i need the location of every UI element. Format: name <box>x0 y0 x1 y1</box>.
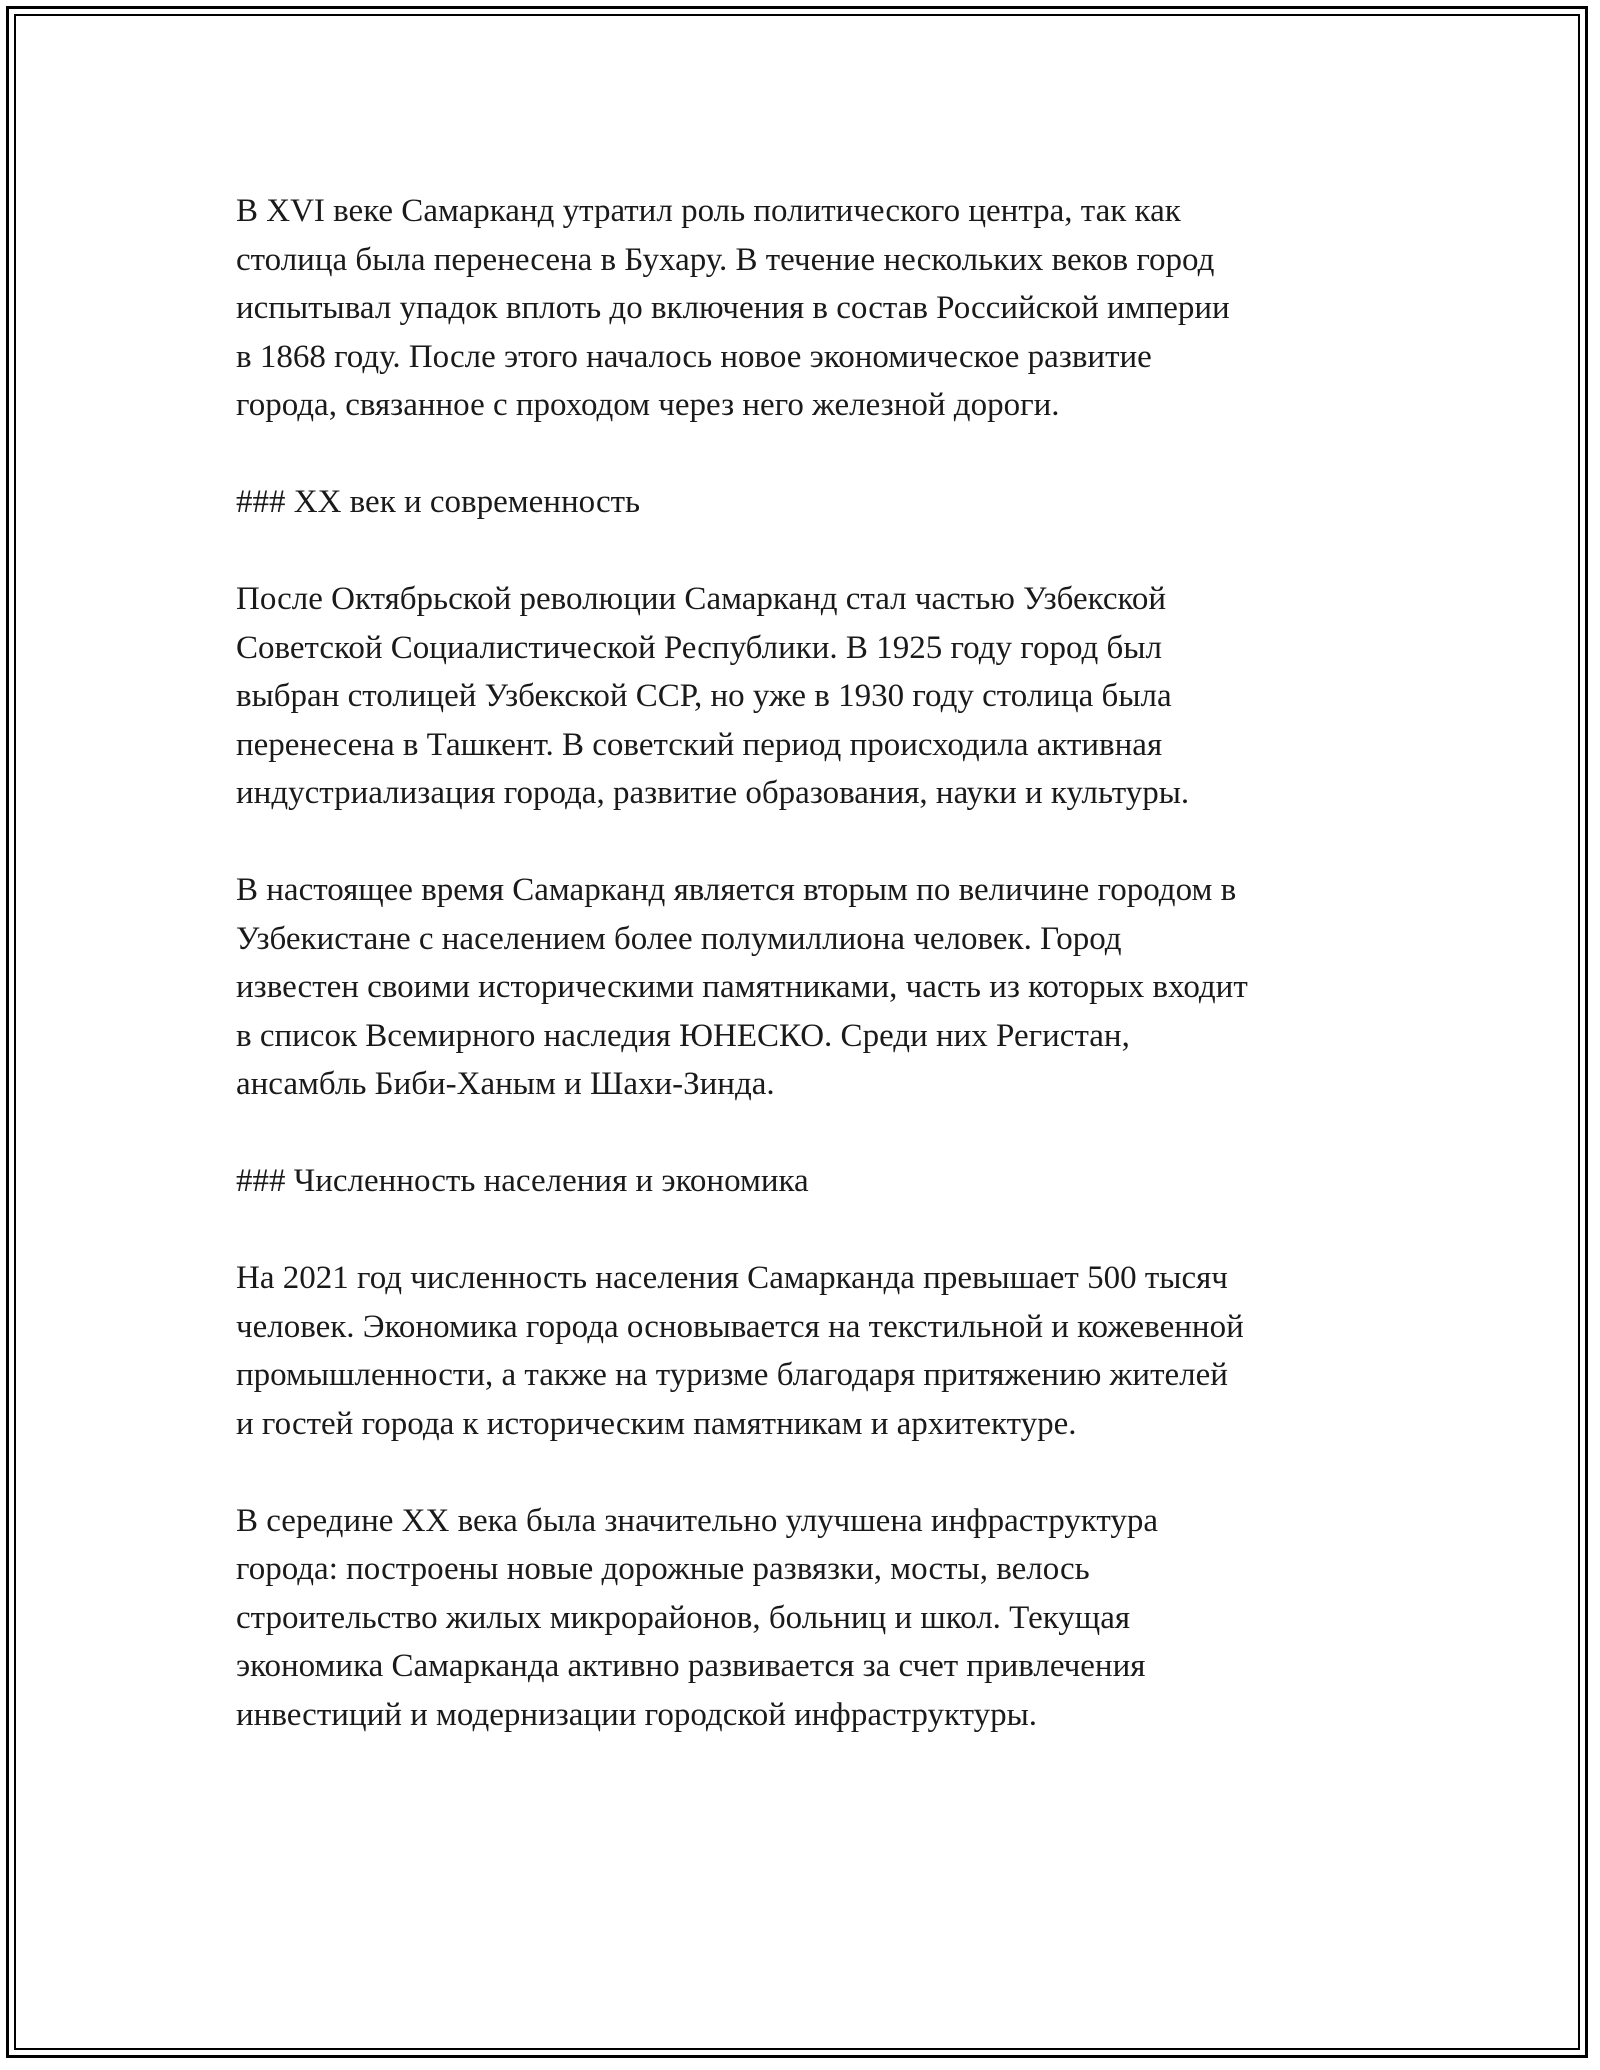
text-line: В настоящее время Самарканд является вторым по величине городом в <box>236 872 1237 908</box>
text-line: инвестиций и модернизации городской инфраструктуры. <box>236 1696 1038 1733</box>
paragraph-spacer <box>236 430 1396 479</box>
heading-text: ### XX век и современность <box>236 484 641 520</box>
paragraph-spacer <box>236 1109 1396 1158</box>
text-line: Узбекистане с населением более полумиллиона человек. Город <box>236 920 1122 957</box>
text-line: перенесена в Ташкент. В советский период происходила активная <box>236 726 1163 763</box>
text-line: На 2021 год численность населения Самарканда превышает 500 тысяч <box>236 1260 1228 1296</box>
paragraph-spacer <box>236 1206 1396 1255</box>
paragraph-infrastructure <box>236 1497 1396 1740</box>
text-line: выбран столицей Узбекской ССР, но уже в 1930 году столица была <box>236 678 1172 714</box>
paragraph-spacer <box>236 1448 1396 1497</box>
paragraph-spacer <box>236 527 1396 576</box>
text-line: города, связанное с проходом через него железной дороги. <box>236 387 1060 423</box>
heading-population-economy <box>236 1157 1396 1206</box>
heading-text: ### Численность населения и экономика <box>236 1163 809 1199</box>
text-line: известен своими историческими памятниками, часть из которых входит <box>236 969 1248 1005</box>
text-line: в 1868 году. После этого началось новое экономическое развитие <box>236 338 1152 375</box>
text-line: После Октябрьской революции Самарканд стал частью Узбекской <box>236 581 1167 617</box>
text-line: города: построены новые дорожные развязки, мосты, велось <box>236 1551 1090 1587</box>
text-line: индустриализация города, развитие образования, науки и культуры. <box>236 775 1190 811</box>
text-line: В XVI веке Самарканд утратил роль политического центра, так как <box>236 193 1181 229</box>
paragraph-population <box>236 1254 1396 1448</box>
paragraph-16th-century <box>236 187 1396 430</box>
document-body <box>236 187 1396 1739</box>
text-line: испытывал упадок вплоть до включения в состав Российской империи <box>236 290 1230 326</box>
text-line: и гостей города к историческим памятникам и архитектуре. <box>236 1405 1077 1442</box>
text-line: Советской Социалистической Республики. В 1925 году город был <box>236 629 1162 666</box>
text-line: ансамбль Биби-Ханым и Шахи-Зинда. <box>236 1066 775 1102</box>
text-line: человек. Экономика города основывается на текстильной и кожевенной <box>236 1308 1244 1345</box>
text-line: В середине XX века была значительно улучшена инфраструктура <box>236 1502 1159 1539</box>
text-line: промышленности, а также на туризме благодаря притяжению жителей <box>236 1357 1228 1393</box>
paragraph-soviet-period <box>236 575 1396 818</box>
paragraph-present-day <box>236 866 1396 1109</box>
text-line: экономика Самарканда активно развивается за счет привлечения <box>236 1648 1146 1684</box>
text-line: строительство жилых микрорайонов, больниц и школ. Текущая <box>236 1599 1131 1636</box>
heading-20th-century <box>236 478 1396 527</box>
paragraph-spacer <box>236 818 1396 867</box>
text-line: столица была перенесена в Бухару. В течение нескольких веков город <box>236 241 1215 278</box>
text-line: в список Всемирного наследия ЮНЕСКО. Среди них Регистан, <box>236 1017 1130 1054</box>
